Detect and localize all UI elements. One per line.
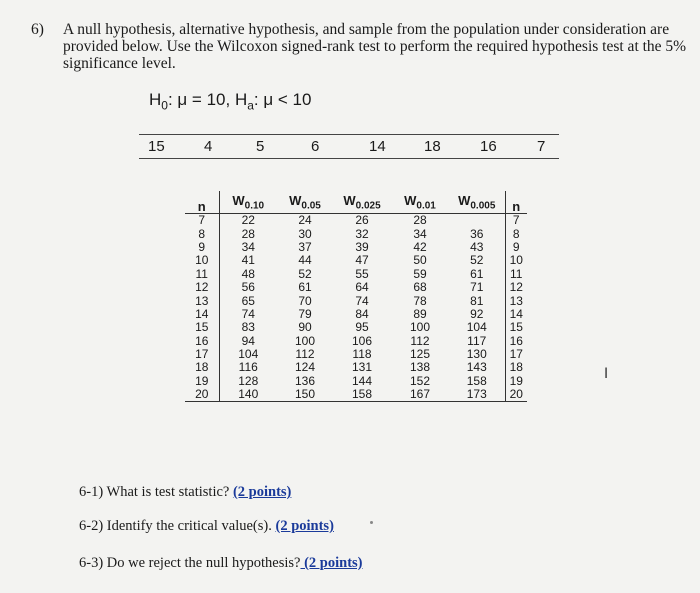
table-cell-w10: 65 — [241, 293, 255, 308]
table-cell-w10: 56 — [241, 280, 255, 295]
table-cell-w01: 152 — [409, 373, 431, 388]
table-cell-w05: 61 — [298, 280, 312, 295]
table-cell-w025: 47 — [355, 253, 369, 268]
sample-value: 5 — [256, 138, 265, 155]
table-cell-w025: 95 — [355, 320, 369, 335]
table-cell-w01: 78 — [413, 293, 427, 308]
table-cell-w025: 84 — [355, 306, 369, 321]
table-cell-w01: 125 — [409, 347, 431, 362]
table-cell-w005: 158 — [449, 375, 505, 388]
table-cell-w05: 112 — [295, 347, 315, 362]
table-cell-n2: 8 — [512, 226, 520, 241]
table-cell-w005: 43 — [449, 241, 505, 254]
table-cell-w005: 143 — [449, 361, 505, 374]
header-n-left: n — [185, 191, 219, 214]
table-cell-w05: 30 — [298, 226, 312, 241]
table-cell-n: 12 — [185, 281, 219, 294]
table-row — [185, 348, 527, 361]
points-label: (2 points) — [275, 518, 334, 534]
table-cell-w05: 124 — [294, 360, 316, 375]
table-cell-w025: 144 — [351, 373, 373, 388]
header-n-right: n — [505, 191, 527, 214]
table-cell-n: 11 — [185, 268, 219, 281]
table-cell-w025: 74 — [355, 293, 369, 308]
table-cell-w005: 173 — [449, 388, 505, 402]
table-cell-w10: 74 — [241, 306, 255, 321]
sample-value: 4 — [204, 138, 213, 155]
sample-value: 16 — [480, 138, 497, 155]
table-cell-w01: 50 — [413, 253, 427, 268]
table-cell-w05: 79 — [298, 306, 312, 321]
table-row — [185, 254, 527, 267]
table-cell-w10: 34 — [241, 239, 255, 254]
table-cell-w025: 26 — [355, 213, 369, 228]
points-label: (2 points) — [232, 484, 292, 500]
table-cell-w025: 158 — [333, 388, 391, 402]
table-cell-n2: 18 — [509, 360, 523, 375]
table-cell-n2: 9 — [512, 239, 520, 254]
table-cell-n2: 11 — [510, 266, 523, 281]
sample-value: 7 — [537, 138, 546, 155]
points-label: (2 points) — [300, 555, 363, 571]
table-cell-w005 — [449, 214, 505, 228]
table-cell-w10: 22 — [241, 213, 255, 228]
table-row — [185, 375, 527, 388]
header-w005: $W_{0.05}$ — [277, 191, 333, 214]
alternative-hypothesis: $H_a$: μ < 10 — [234, 90, 312, 113]
table-cell-n: 18 — [185, 361, 219, 374]
table-cell-w005: 52 — [449, 254, 505, 267]
table-cell-w025: 64 — [355, 280, 369, 295]
table-cell-w01: 34 — [413, 226, 427, 241]
table-cell-n: 17 — [185, 348, 219, 361]
hypotheses — [149, 90, 311, 112]
table-cell-n2: 13 — [509, 293, 523, 308]
table-cell-w05: 44 — [298, 253, 312, 268]
table-cell-w05: 90 — [298, 320, 312, 335]
table-cell-n2: 12 — [509, 280, 523, 295]
table-cell-w025: 39 — [355, 239, 369, 254]
header-w010: $W_{0.10}$ — [219, 191, 277, 214]
sample-value: 18 — [424, 138, 441, 155]
table-cell-w01: 28 — [413, 213, 427, 228]
question-number: 6) — [31, 21, 44, 38]
table-cell-n: 8 — [185, 227, 219, 240]
table-cell-n2: 20 — [505, 388, 527, 402]
table-row — [185, 268, 527, 281]
table-cell-n: 20 — [185, 388, 219, 402]
critical-values-table — [185, 191, 527, 402]
table-cell-w025: 32 — [355, 226, 369, 241]
table-cell-w01: 138 — [409, 360, 431, 375]
table-cell-n2: 14 — [509, 306, 523, 321]
table-cell-n2: 15 — [509, 320, 523, 335]
table-cell-w10: 28 — [241, 226, 255, 241]
text-cursor-icon: I — [604, 366, 609, 382]
table-cell-w01: 100 — [409, 320, 431, 335]
table-cell-w05: 136 — [294, 373, 316, 388]
table-row — [185, 361, 527, 374]
table-cell-n2: 17 — [509, 347, 523, 362]
sample-data-row — [139, 134, 559, 159]
table-cell-w05: 100 — [294, 333, 316, 348]
table-cell-n: 19 — [185, 375, 219, 388]
table-cell-w005: 117 — [449, 335, 505, 348]
table-cell-n2: 10 — [509, 253, 523, 268]
sample-value: 14 — [369, 138, 386, 155]
table-row — [185, 294, 527, 307]
table-cell-n: 16 — [185, 335, 219, 348]
table-cell-n: 9 — [185, 241, 219, 254]
table-cell-w025: 106 — [351, 333, 373, 348]
table-cell-w01: 59 — [413, 266, 427, 281]
table-cell-w10: 94 — [241, 333, 255, 348]
table-cell-n2: 16 — [509, 333, 523, 348]
table-cell-w05: 52 — [298, 266, 312, 281]
table-cell-w10: 116 — [238, 360, 258, 375]
table-cell-w10: 48 — [241, 266, 255, 281]
table-row — [185, 241, 527, 254]
table-row — [185, 388, 527, 402]
table-cell-n: 10 — [185, 254, 219, 267]
table-cell-w005: 92 — [449, 308, 505, 321]
table-cell-w01: 89 — [413, 306, 427, 321]
table-cell-w005: 130 — [449, 348, 505, 361]
table-cell-w005: 104 — [449, 321, 505, 334]
sample-value: 6 — [311, 138, 320, 155]
subquestion-2: 6-2) Identify the critical value(s). (2 points) — [79, 518, 334, 534]
table-cell-w10: 41 — [241, 253, 255, 268]
table-cell-w005: 61 — [449, 268, 505, 281]
table-cell-w05: 37 — [298, 239, 312, 254]
header-w0025: $W_{0.025}$ — [333, 191, 391, 214]
table-cell-w005: 81 — [449, 294, 505, 307]
stray-dot — [370, 521, 373, 524]
table-cell-w025: 55 — [355, 266, 369, 281]
table-cell-n: 13 — [185, 294, 219, 307]
header-w0005: $W_{0.005}$ — [449, 191, 505, 214]
table-cell-w10: 128 — [238, 373, 259, 388]
table-cell-w05: 70 — [298, 293, 312, 308]
table-cell-n: 15 — [185, 321, 219, 334]
table-cell-w05: 24 — [298, 213, 312, 228]
table-cell-w01: 167 — [391, 388, 449, 402]
table-header-row — [185, 191, 527, 214]
subquestion-1: 6-1) What is test statistic? (2 points) — [79, 484, 292, 500]
question-text: A null hypothesis, alternative hypothesis, and sample from the population under consideration are provided below. Use the Wilcoxon signed-rank test to perform the required hypothesis test at the 5% significance level. — [63, 21, 687, 72]
table-cell-w025: 118 — [352, 347, 372, 362]
table-row — [185, 227, 527, 240]
table-row — [185, 321, 527, 334]
table-cell-n: 7 — [185, 214, 219, 228]
table-cell-n2: 7 — [512, 213, 520, 228]
table-cell-n2: 19 — [509, 373, 523, 388]
table-cell-w10: 83 — [241, 320, 255, 335]
table-cell-w01: 42 — [413, 239, 427, 254]
table-cell-w10: 104 — [238, 347, 259, 362]
table-row — [185, 308, 527, 321]
table-cell-n: 14 — [185, 308, 219, 321]
table-row — [185, 281, 527, 294]
table-row — [185, 214, 527, 228]
sample-value: 15 — [148, 138, 165, 155]
table-cell-w05: 150 — [277, 388, 333, 402]
table-cell-w025: 131 — [351, 360, 373, 375]
subquestion-3: 6-3) Do we reject the null hypothesis? (2 points) — [79, 555, 363, 571]
table-cell-w01: 68 — [413, 280, 427, 295]
table-cell-w005: 36 — [449, 227, 505, 240]
table-row — [185, 335, 527, 348]
table-cell-w005: 71 — [449, 281, 505, 294]
table-cell-w10: 140 — [219, 388, 277, 402]
table-cell-w01: 112 — [410, 333, 430, 348]
null-hypothesis: $H_0$: μ = 10, — [149, 90, 235, 113]
header-w001: $W_{0.01}$ — [391, 191, 449, 214]
